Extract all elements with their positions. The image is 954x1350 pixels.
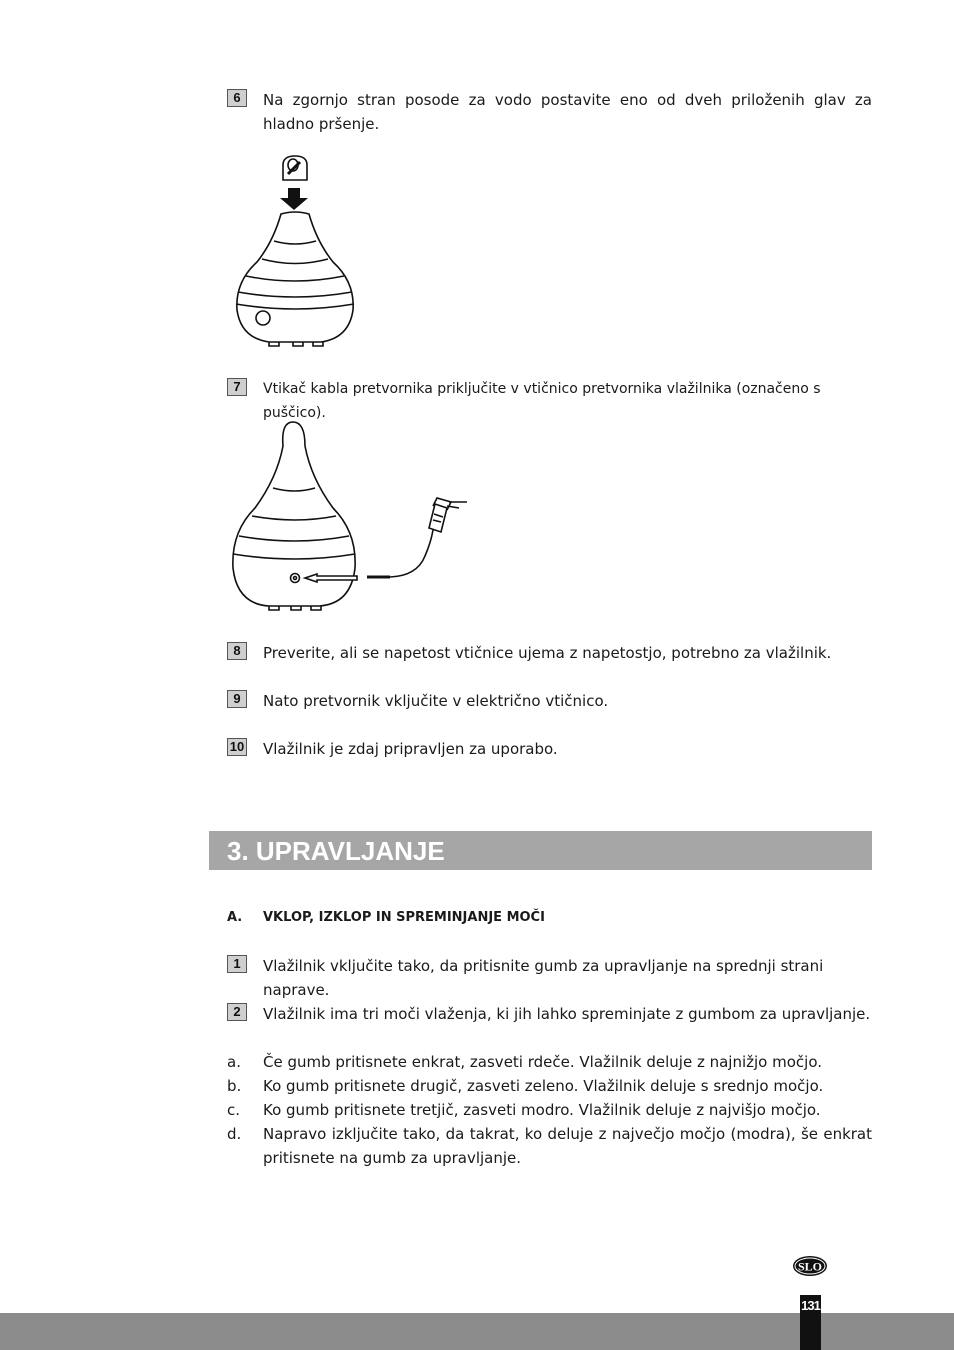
subsection-letter: A. <box>227 910 243 925</box>
list-letter: b. <box>227 1077 242 1095</box>
step-number: 7 <box>227 378 247 396</box>
language-badge <box>793 1256 827 1276</box>
step-text: Preverite, ali se napetost vtičnice ujema z napetostjo, potrebno za vlažilnik. <box>263 644 832 662</box>
list-text: Napravo izključite tako, da takrat, ko deluje z največjo močjo (modra), še enkrat pritisnete na gumb za upravljanje. <box>263 1125 872 1167</box>
step-number: 10 <box>227 738 247 756</box>
language-code: SLO <box>797 1259 823 1274</box>
list-text: Če gumb pritisnete enkrat, zasveti rdeče. Vlažilnik deluje z najnižjo močjo. <box>263 1053 822 1071</box>
list-letter: d. <box>227 1125 242 1143</box>
step-number: 2 <box>227 1003 247 1021</box>
step-text: Na zgornjo stran posode za vodo postavite eno od dveh priloženih glav za hladno pršenje. <box>263 91 872 133</box>
step-text: Vlažilnik vključite tako, da pritisnite gumb za upravljanje na sprednji strani naprave. <box>263 957 824 999</box>
step-number: 8 <box>227 642 247 660</box>
page-number: 131 <box>801 1298 820 1313</box>
step-number: 6 <box>227 89 247 107</box>
list-text: Ko gumb pritisnete tretjič, zasveti modro. Vlažilnik deluje z najvišjo močjo. <box>263 1101 821 1119</box>
step-number: 1 <box>227 955 247 973</box>
section-title: 3. UPRAVLJANJE <box>227 836 445 866</box>
subsection-title: VKLOP, IZKLOP IN SPREMINJANJE MOČI <box>263 910 545 925</box>
humidifier-spray-head-illustration <box>225 150 365 350</box>
humidifier-adapter-connection-illustration <box>225 418 475 614</box>
step-text: Vlažilnik ima tri moči vlaženja, ki jih lahko spreminjate z gumbom za upravljanje. <box>263 1005 871 1023</box>
step-text: Vlažilnik je zdaj pripravljen za uporabo. <box>263 740 558 758</box>
step-text: Nato pretvornik vključite v električno vtičnico. <box>263 692 609 710</box>
step-number: 9 <box>227 690 247 708</box>
list-letter: a. <box>227 1053 241 1071</box>
page-number-tab <box>800 1295 821 1350</box>
section-banner <box>209 831 872 870</box>
list-letter: c. <box>227 1101 241 1119</box>
step-text: Vtikač kabla pretvornika priključite v vtičnico pretvornika vlažilnika (označeno s puščico). <box>263 381 821 421</box>
list-text: Ko gumb pritisnete drugič, zasveti zeleno. Vlažilnik deluje s srednjo močjo. <box>263 1077 824 1095</box>
